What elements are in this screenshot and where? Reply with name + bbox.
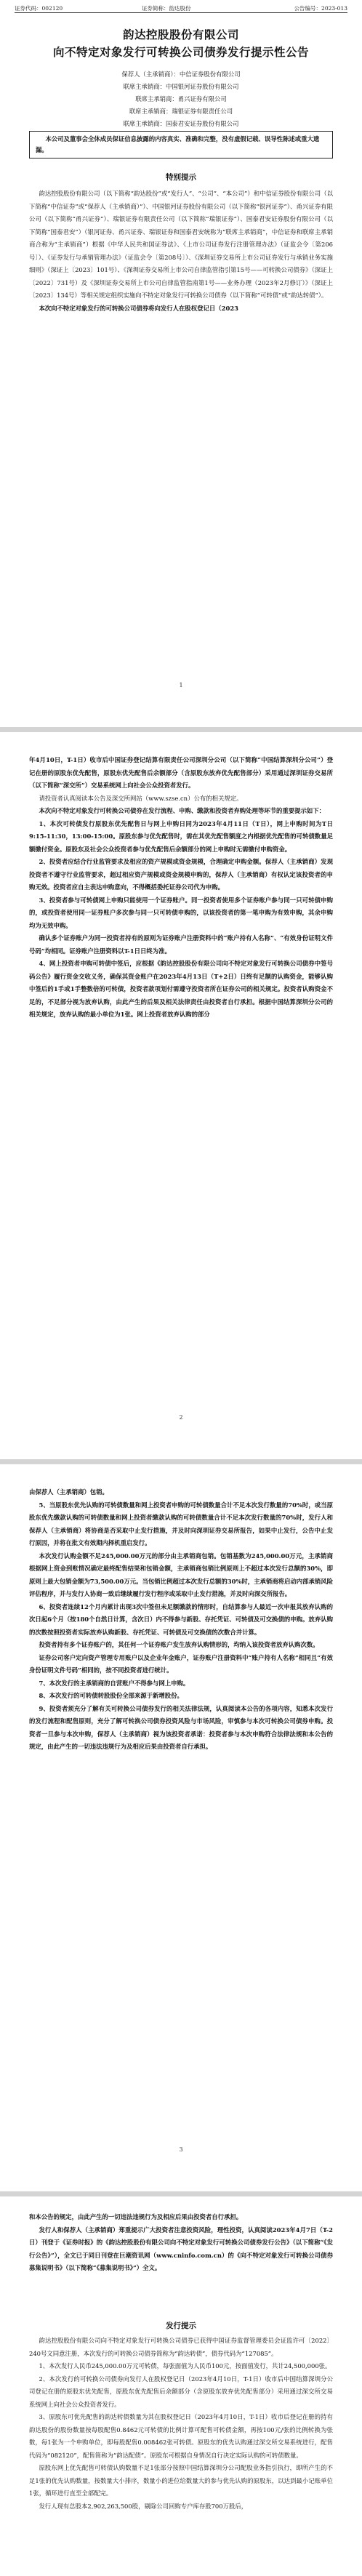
paragraph: 发行人和保荐人（主承销商）郑重提示广大投资者注意投资风险，理性投资，认真阅读2023年4月7日（T-2日）刊登于《证券时报》的《韵达控股股份有限公司向不特定对象发行可转换公司债券发行公告》（以下简称“《发行公告》”），全文已于同日刊登在巨潮资讯网（www.cninfo.com.cn）的《向不特定对象发行可转换公司债券募集说明书》（以下简称“《募集说明书》”）全文。 [29, 2226, 333, 2271]
paragraph: 本次向不特定对象发行的可转换公司债券将向发行人在股权登记日（2023 [39, 304, 238, 312]
intermediaries-list [0, 68, 362, 130]
paragraph: 韵达控股股份有限公司向不特定对象发行可转换公司债券已获得中国证券监督管理委员会证监许可〔2022〕240号文同意注册，本次发行的可转换公司债券简称为“韵达转债”，债券代码为“127085”。 [29, 2337, 333, 2357]
stock-code: 证券代码：002120 [15, 5, 63, 12]
document-page-4 [0, 2196, 362, 2576]
document-page-2 [0, 732, 362, 1459]
announcement-title: 向不特定对象发行可转换公司债券发行提示性公告 [52, 45, 309, 59]
co-lead-line: 联席主承销商：甬兴证券有限公司 [135, 95, 227, 103]
document-page-1 [0, 0, 362, 727]
paragraph: 1、本次可转债发行原股东优先配售日与网上申购日同为2023年4月11日（T日），网上申购时间为T日9:15-11:30，13:00-15:00。原股东参与优先配售时，需在其优先配售额度之内根据优先配售的可转债数量足额缴付资金。原股东及社会公众投资者参与优先配售后余额部分的网上申购时无需缴付申购资金。 [29, 819, 333, 853]
paragraph: 3、原股东可优先配售的韵达转债数量为其在股权登记日（2023年4月10日，T-1日）收市后登记在册的持有韵达股份的股份数量按每股配售0.8462元可转债的比例计算可配售可转债金额，再按100元/张的比例转换为张数，每1张为一个申购单位，即每股配售0.008462张可转债。原股东的优先认购通过深交所交易系统进行，配售代码为“082120”，配售简称为“韵达配债”。原股东可根据自身情况自行决定实际认购的可转债数量。 [29, 2413, 333, 2459]
paragraph: 由保荐人（主承销商）包销。 [29, 1488, 108, 1496]
page-number: 2 [179, 1414, 183, 1421]
paragraph: 4、网上投资者申购可转债中签后，应根据《韵达控股股份有限公司向不特定对象发行可转换公司债券中签号码公告》履行资金交收义务，确保其资金账户在2023年4月13日（T+2日）日终有足额的认购资金，能够认购中签后的1手或1手整数倍的可转债，投资者款项划付需遵守投资者所在证券公司的相关规定。投资者认购资金不足的，不足部分视为放弃认购，由此产生的后果及相关法律责任由投资者自行承担。根据中国结算深圳分公司的相关规定，放弃认购的最小单位为1张。网上投资者放弃认购的部分 [29, 960, 333, 1018]
page-number: 1 [179, 682, 183, 689]
stock-short-name: 证券简称：韵达股份 [142, 5, 191, 12]
paragraph: 9、投资者须充分了解有关可转换公司债券发行的相关法律法规，认真阅读本公告的各项内容，知悉本次发行的发行流程和配售原则，充分了解可转换公司债券投资风险与市场风险，审慎参与本次可转换公司债券申购。投资者一旦参与本次申购，保荐人（主承销商）视为该投资者承诺：投资者参与本次申购符合法律法规和本公告的规定，由此产生的一切违法违规行为及相应后果由投资者自行承担。 [29, 1704, 333, 1750]
paragraph: 3、投资者参与可转债网上申购只能使用一个证券账户。同一投资者使用多个证券账户参与同一只可转债申购的，或投资者使用同一证券账户多次参与同一只可转债申购的，以该投资者的第一笔申购为有效申购，其余申购均为无效申购。 [29, 896, 333, 929]
sponsor-line: 保荐人（主承销商）：中信证券股份有限公司 [121, 71, 241, 78]
paragraph: 年4月10日，T-1日）收市后中国证券登记结算有限责任公司深圳分公司（以下简称“中国结算深圳分公司”）登记在册的原股东优先配售，原股东优先配售后余额部分（含原股东放弃优先配售部分）采用通过深圳证券交易所（以下简称“深交所”）交易系统网上向社会公众投资者发行。 [29, 756, 333, 789]
paragraph: 和本公告的规定，由此产生的一切违法违规行为及相应后果由投资者自行承担。 [29, 2213, 243, 2220]
paragraph: 韵达控股股份有限公司（以下简称“韵达股份”或“发行人”、“公司”、“本公司”）和中信证券股份有限公司（以下简称“中信证券”或“保荐人（主承销商）”）、中国银河证券股份有限公司（以下简称“银河证券”）、甬兴证券有限公司（以下简称“甬兴证券”）、瑞银证券有限责任公司（以下简称“瑞银证券”）、国泰君安证券股份有限公司（以下简称“国泰君安”）（银河证券、甬兴证券、瑞银证券和国泰君安统称为“联席主承销商”，中信证券和联席主承销商合称为“主承销商”）根据《中华人民共和国证券法》、《上市公司证券发行注册管理办法》（证监会令〔第206号〕）、《证券发行与承销管理办法》（证监会令〔第208号〕）、《深圳证券交易所上市公司证券发行与承销业务实施细则》（深证上〔2023〕101号）、《深圳证券交易所上市公司自律监管指引第15号——可转换公司债券》（深证上〔2022〕731号）及《深圳证券交易所上市公司自律监管指南第1号——业务办理（2023年2月修订）》（深证上〔2023〕134号）等相关规定组织实施向不特定对象发行可转换公司债券（以下简称“可转债”或“韵达转债”）。 [29, 190, 333, 299]
paragraph: 原股东网上优先配售可转债认购数量不足1张部分按照中国结算深圳分公司配股业务指引执行，即所产生的不足1张的优先认购数量，按数量大小排序，数量小的进位给数量大的参与优先认购的原股东，以达到最小记账单位1张，循环进行直至全部配完。 [29, 2464, 333, 2497]
company-title: 韵达控股股份有限公司 [122, 28, 239, 41]
paragraph: 2、投资者应结合行业监管要求及相应的资产规模或资金规模，合理确定申购金额。保荐人（主承销商）发现投资者不遵守行业监管要求，超过相应资产规模或资金规模申购的，保荐人（主承销商）有权认定该投资者的申购无效。投资者应自主表达申购意向，不得概括委托证券公司代为申购。 [29, 858, 333, 891]
paragraph: 确认多个证券账户为同一投资者持有的原则为证券账户注册资料中的“账户持有人名称”、“有效身份证明文件号码”均相同。证券账户注册资料以T-1日日终为准。 [29, 934, 333, 955]
special-notice-heading: 特别提示 [166, 173, 196, 182]
paragraph: 1、本次发行人民币245,000.00万元可转债，每张面值为人民币100元，按面值发行，共计24,500,000张。 [39, 2362, 331, 2370]
paragraph: 本次向不特定对象发行可转换公司债券在发行流程、申购、缴款和投资者弃购处理等环节的重要提示如下： [39, 807, 326, 814]
disclaimer-box: 本公司及董事会全体成员保证信息披露的内容真实、准确和完整，没有虚假记载、误导性陈述或重大遗漏。 [29, 131, 333, 159]
paragraph: 7、本次发行的主承销商的自营账户不得参与网上申购。 [39, 1679, 190, 1687]
notice-number: 公告编号：2023-013 [294, 5, 347, 12]
paragraph: 投资者持有多个证券账户的，其任何一个证券账户发生放弃认购情形的，均纳入该投资者放弃认购次数。 [39, 1641, 319, 1648]
page4-body [29, 2335, 333, 2513]
co-lead-line: 联席主承销商：中国银河证券股份有限公司 [123, 83, 239, 90]
page2-body [29, 754, 333, 1022]
page-number: 3 [179, 2146, 183, 2153]
paragraph: 请投资者认真阅读本公告及深交所网站（www.szse.cn）公布的相关规定。 [39, 794, 243, 802]
co-lead-line: 联席主承销商：瑞银证券有限责任公司 [129, 108, 233, 115]
paragraph: 8、本次发行的可转债转股股份全部来源于新增股份。 [39, 1692, 183, 1699]
paragraph: 2、本次发行的可转换公司债券向发行人在股权登记日（2023年4月10日，T-1日）收市后中国结算深圳分公司登记在册的原股东优先配售，原股东优先配售后余额部分（含原股东放弃优先配售部分）采用通过深交所交易系统网上向社会公众投资者发行。 [29, 2375, 333, 2408]
page4-intro [29, 2211, 333, 2275]
co-lead-line: 联席主承销商：国泰君安证券股份有限公司 [123, 120, 239, 127]
paragraph: 6、投资者连续12个月内累计出现3次中签但未足额缴款的情形时，自结算参与人最近一次申报其放弃认购的次日起6个月（按180个自然日计算，含次日）内不得参与新股、存托凭证、可转债及可交换债的申购。放弃认购的次数按照投资者实际放弃认购新股、存托凭证、可转债及可交换债的次数合并计算。 [29, 1602, 333, 1636]
paragraph: 5、当原股东优先认购的可转债数量和网上投资者申购的可转债数量合计不足本次发行数量的70%时，或当原股东优先缴款认购的可转债数量和网上投资者缴款认购的可转债数量合计不足本次发行数量的70%时，发行人和保荐人（主承销商）将协商是否采取中止发行措施，并及时向深圳证券交易所报告，如果中止发行，公告中止发行原因，并将在批文有效期内择机重启发行。 [29, 1501, 333, 1546]
issuance-notice-heading: 发行提示 [166, 2322, 196, 2330]
header-rule [15, 12, 347, 13]
paragraph: 证券公司客户定向资产管理专用账户以及企业年金账户，证券账户注册资料中“账户持有人名称”相同且“有效身份证明文件号码”相同的，按不同投资者进行统计。 [29, 1653, 333, 1674]
paragraph: 发行人现有总股本2,902,263,500股，剔除公司回购专户库存股700万股后， [39, 2502, 248, 2510]
page-header [15, 4, 347, 13]
page3-body [29, 1486, 333, 1754]
paragraph: 本次发行认购金额不足245,000.00万元的部分由主承销商包销。包销基数为245,000.00万元，主承销商根据网上资金到账情况确定最终配售结果和包销金额，主承销商包销比例原则上不超过本次发行总额的30%，即原则上最大包销金额为73,500.00万元。当包销比例超过本次发行总额的30%时，主承销商将启动内部承销风险评估程序，并与发行人协商一致后继续履行发行程序或采取中止发行措施，并及时向深交所报告。 [29, 1552, 333, 1597]
page1-body [29, 188, 333, 315]
document-page-3 [0, 1464, 362, 2191]
